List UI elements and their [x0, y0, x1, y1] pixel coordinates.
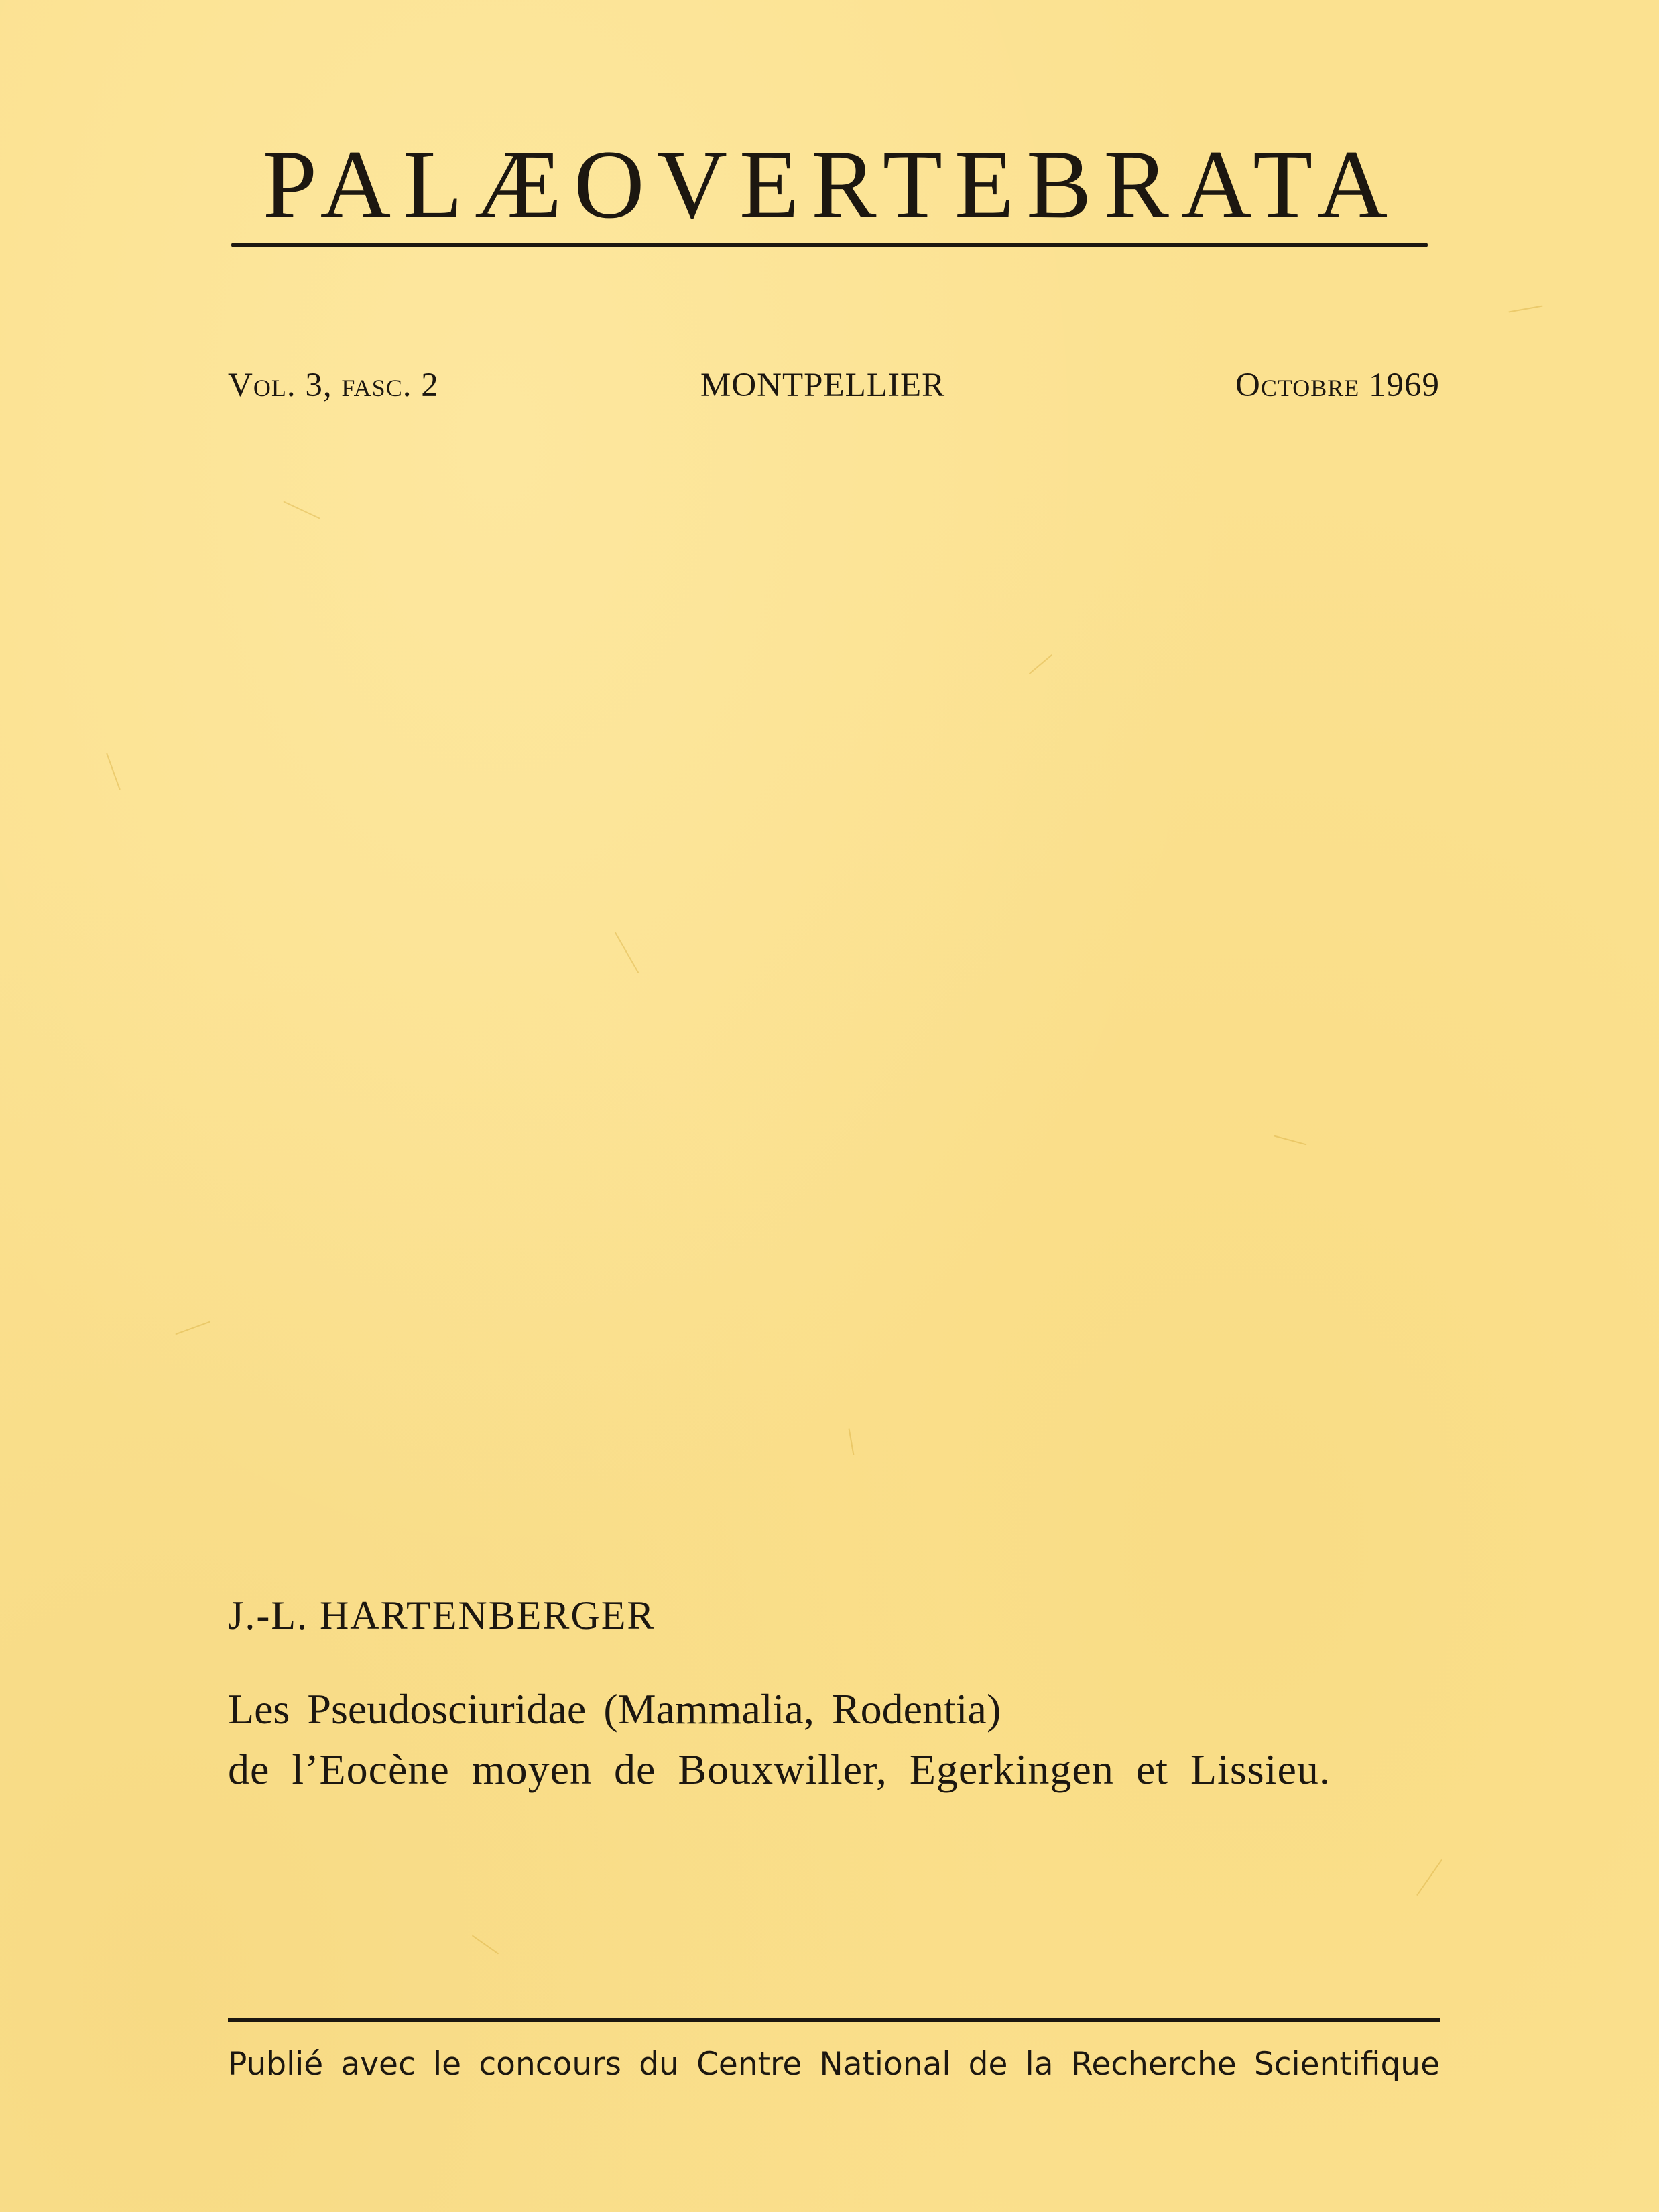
paper-fibre — [1508, 306, 1543, 313]
paper-fibre — [106, 753, 121, 790]
article-title-line-2: de l’Eocène moyen de Bouxwiller, Egerkingen et Lissieu. — [228, 1745, 1331, 1793]
issue-volume: Vol. 3, fasc. 2 — [228, 367, 439, 404]
masthead-rule — [231, 243, 1428, 247]
article-title-line-1: Les Pseudosciuridae (Mammalia, Rodentia) — [228, 1685, 1001, 1733]
publisher-note: Publié avec le concours du Centre National de la Recherche Scientifique — [228, 2046, 1440, 2083]
paper-fibre — [472, 1934, 499, 1954]
paper-fibre — [1416, 1859, 1442, 1896]
issue-date: Octobre 1969 — [1235, 367, 1440, 404]
footer-rule — [228, 2018, 1440, 2022]
paper-fibre — [1029, 654, 1053, 674]
article-author: J.-L. HARTENBERGER — [228, 1593, 656, 1638]
paper-fibre — [1274, 1135, 1307, 1146]
paper-fibre — [849, 1428, 855, 1455]
paper-fibre — [615, 932, 639, 973]
issue-info-row — [228, 359, 1440, 412]
issue-city: MONTPELLIER — [700, 367, 946, 404]
paper-fibre — [283, 501, 320, 519]
journal-masthead: PALÆOVERTEBRATA — [262, 130, 1400, 239]
paper-fibre — [175, 1321, 210, 1335]
